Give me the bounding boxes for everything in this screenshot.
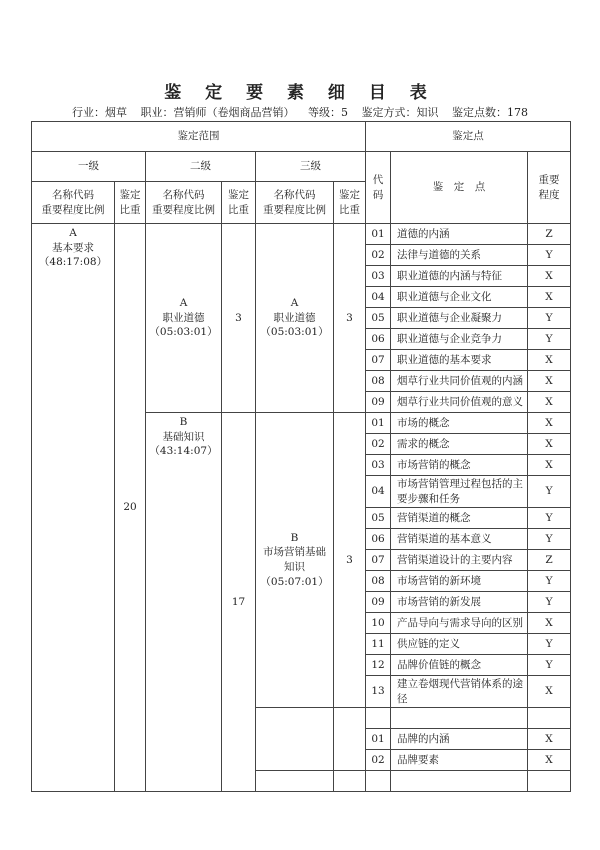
- occupation-label: 职业：营销师（卷烟商品营销）: [140, 106, 295, 119]
- count-label: 鉴定点数：178: [452, 106, 528, 119]
- level3-weight-header: 鉴定 比重: [334, 182, 366, 224]
- level2-weight-b: 17: [222, 413, 256, 792]
- level1-weight: 20: [115, 224, 146, 792]
- row-code: 04: [366, 287, 391, 308]
- level1-name-header: 名称代码 重要程度比例: [32, 182, 115, 224]
- row-text: 品牌要素: [391, 750, 528, 771]
- row-importance: [528, 708, 571, 729]
- row-code: 02: [366, 245, 391, 266]
- row-code: 05: [366, 308, 391, 329]
- row-code: 09: [366, 392, 391, 413]
- row-text: 需求的概念: [391, 434, 528, 455]
- level3-cell-a: A 职业道德 （05:03:01）: [256, 224, 334, 413]
- row-text: 烟草行业共同价值观的内涵: [391, 371, 528, 392]
- row-code: 04: [366, 476, 391, 508]
- level1-weight-header: 鉴定 比重: [115, 182, 146, 224]
- row-importance: X: [528, 750, 571, 771]
- row-importance: X: [528, 413, 571, 434]
- row-code: [366, 708, 391, 729]
- row-code: 03: [366, 455, 391, 476]
- level3-weight-c: [334, 708, 366, 771]
- method-label: 鉴定方式：知识: [361, 106, 439, 119]
- row-text: 供应链的定义: [391, 634, 528, 655]
- level3-cell-b: B 市场营销基础 知识 （05:07:01）: [256, 413, 334, 708]
- row-text: 职业道德与企业文化: [391, 287, 528, 308]
- row-importance: Y: [528, 571, 571, 592]
- row-text: 道德的内涵: [391, 224, 528, 245]
- row-text: 市场营销的新发展: [391, 592, 528, 613]
- row-text: 法律与道德的关系: [391, 245, 528, 266]
- row-code: 11: [366, 634, 391, 655]
- points-header: 鉴定点: [366, 122, 571, 152]
- row-importance: Y: [528, 476, 571, 508]
- level3-cell-c: [256, 708, 334, 771]
- row-text: 品牌价值链的概念: [391, 655, 528, 676]
- row-importance: X: [528, 350, 571, 371]
- row-importance: Y: [528, 308, 571, 329]
- row-importance: Z: [528, 224, 571, 245]
- row-importance: Y: [528, 508, 571, 529]
- row-importance: X: [528, 613, 571, 634]
- row-text: [391, 708, 528, 729]
- detail-table: [31, 121, 571, 792]
- row-text: 品牌的内涵: [391, 729, 528, 750]
- row-code: 08: [366, 571, 391, 592]
- point-header: 鉴 定 点: [391, 152, 528, 224]
- level1-header: 一级: [32, 152, 146, 182]
- row-text: 营销渠道设计的主要内容: [391, 550, 528, 571]
- row-code: 06: [366, 529, 391, 550]
- level-label: 等级：5: [308, 106, 348, 119]
- row-importance: X: [528, 676, 571, 708]
- row-text: 市场营销的新环境: [391, 571, 528, 592]
- row-importance: Y: [528, 245, 571, 266]
- level2-weight-a: 3: [222, 224, 256, 413]
- row-code: 07: [366, 550, 391, 571]
- row-text: 烟草行业共同价值观的意义: [391, 392, 528, 413]
- row-text: 市场的概念: [391, 413, 528, 434]
- row-code: 07: [366, 350, 391, 371]
- row-importance: Y: [528, 634, 571, 655]
- row-text: 产品导向与需求导向的区别: [391, 613, 528, 634]
- importance-header: 重要 程度: [528, 152, 571, 224]
- level2-header: 二级: [146, 152, 256, 182]
- level3-weight-d: [334, 771, 366, 792]
- row-code: 03: [366, 266, 391, 287]
- row-importance: X: [528, 371, 571, 392]
- level2-cell-a: A 职业道德 （05:03:01）: [146, 224, 222, 413]
- row-text: 职业道德的基本要求: [391, 350, 528, 371]
- row-text: 营销渠道的概念: [391, 508, 528, 529]
- row-importance: Y: [528, 329, 571, 350]
- subtitle: [0, 104, 600, 120]
- row-code: 09: [366, 592, 391, 613]
- row-importance: Y: [528, 592, 571, 613]
- row-importance: Z: [528, 550, 571, 571]
- row-text: [391, 771, 528, 792]
- row-code: 05: [366, 508, 391, 529]
- row-importance: X: [528, 434, 571, 455]
- row-text: 市场营销的概念: [391, 455, 528, 476]
- row-code: 02: [366, 434, 391, 455]
- row-text: 职业道德与企业竞争力: [391, 329, 528, 350]
- code-header: 代 码: [366, 152, 391, 224]
- row-code: 02: [366, 750, 391, 771]
- row-code: [366, 771, 391, 792]
- page-title: 鉴 定 要 素 细 目 表: [164, 83, 436, 103]
- level3-cell-d: [256, 771, 334, 792]
- row-text: 职业道德的内涵与特征: [391, 266, 528, 287]
- level3-name-header: 名称代码 重要程度比例: [256, 182, 334, 224]
- row-code: 10: [366, 613, 391, 634]
- row-code: 12: [366, 655, 391, 676]
- level3-header: 三级: [256, 152, 366, 182]
- level2-cell-b: B 基础知识 （43:14:07）: [146, 413, 222, 792]
- industry-label: 行业：烟草: [72, 106, 127, 119]
- row-importance: X: [528, 455, 571, 476]
- row-importance: [528, 771, 571, 792]
- row-importance: X: [528, 287, 571, 308]
- row-code: 01: [366, 413, 391, 434]
- row-text: 市场营销管理过程包括的主要步骤和任务: [391, 476, 528, 508]
- row-code: 13: [366, 676, 391, 708]
- row-importance: X: [528, 392, 571, 413]
- row-code: 01: [366, 729, 391, 750]
- row-code: 08: [366, 371, 391, 392]
- level1-cell: A 基本要求 （48:17:08）: [32, 224, 115, 792]
- row-importance: Y: [528, 529, 571, 550]
- row-importance: X: [528, 266, 571, 287]
- row-text: 建立卷烟现代营销体系的途径: [391, 676, 528, 708]
- row-code: 06: [366, 329, 391, 350]
- row-text: 营销渠道的基本意义: [391, 529, 528, 550]
- row-importance: X: [528, 729, 571, 750]
- scope-header: 鉴定范围: [32, 122, 366, 152]
- row-text: 职业道德与企业凝聚力: [391, 308, 528, 329]
- level2-weight-header: 鉴定 比重: [222, 182, 256, 224]
- level3-weight-b: 3: [334, 413, 366, 708]
- row-importance: Y: [528, 655, 571, 676]
- level3-weight-a: 3: [334, 224, 366, 413]
- level2-name-header: 名称代码 重要程度比例: [146, 182, 222, 224]
- row-code: 01: [366, 224, 391, 245]
